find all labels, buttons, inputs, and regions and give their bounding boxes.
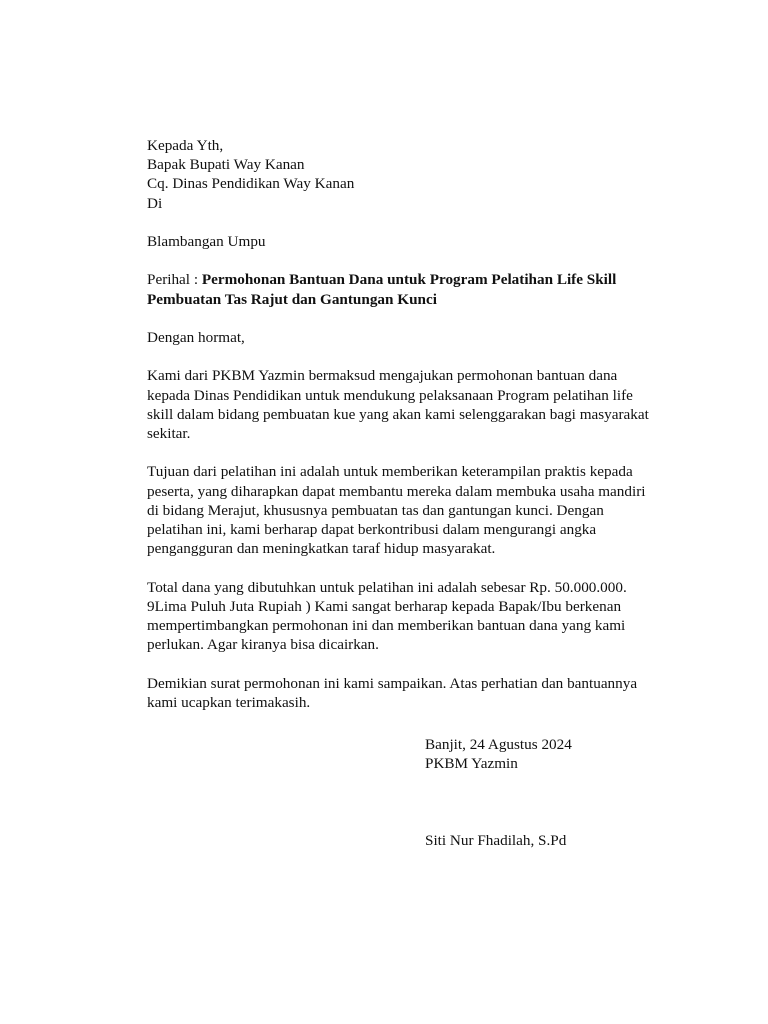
subject-label: Perihal : — [147, 271, 202, 289]
recipient-line-4: Di — [147, 194, 163, 212]
place-date: Banjit, 24 Agustus 2024 — [425, 736, 572, 753]
recipient-line-1: Kepada Yth, — [147, 137, 224, 154]
paragraph-line: kami ucapkan terimakasih. — [147, 693, 311, 711]
paragraph-line: pelatihan ini, kami berharap dapat berkontribusi dalam mengurangi angka — [147, 520, 597, 538]
subject-title-part-1: Permohonan Bantuan Dana untuk Program Pelatihan Life Skill — [201, 271, 617, 289]
spacer — [147, 654, 672, 673]
signature-block — [425, 831, 725, 850]
subject-block — [147, 270, 672, 308]
recipient-block — [147, 136, 672, 251]
paragraph-1 — [147, 366, 672, 443]
paragraph-line: kepada Dinas Pendidikan untuk mendukung pelaksanaan Program pelatihan life — [147, 386, 633, 404]
sender-organization: PKBM Yazmin — [425, 755, 518, 773]
recipient-location: Blambangan Umpu — [147, 233, 266, 250]
letter-body — [147, 136, 672, 712]
subject-line-1 — [147, 270, 672, 289]
spacer — [147, 558, 672, 577]
paragraph-2 — [147, 462, 672, 558]
paragraph-line: mempertimbangkan permohonan ini dan memberikan bantuan dana yang kami — [147, 616, 626, 634]
spacer — [147, 213, 672, 232]
paragraph-line: peserta, yang diharapkan dapat membantu mereka dalam membuka usaha mandiri — [147, 482, 646, 500]
paragraph-line: Demikian surat permohonan ini kami sampaikan. Atas perhatian dan bantuannya — [147, 674, 638, 692]
paragraph-line: Total dana yang dibutuhkan untuk pelatihan ini adalah sebesar Rp. 50.000.000. — [147, 578, 627, 596]
greeting: Dengan hormat, — [147, 328, 245, 346]
signer-name: Siti Nur Fhadilah, S.Pd — [425, 832, 567, 849]
recipient-line-3: Cq. Dinas Pendidikan Way Kanan — [147, 175, 355, 193]
paragraph-line: Tujuan dari pelatihan ini adalah untuk memberikan keterampilan praktis kepada — [147, 463, 633, 481]
paragraph-line: di bidang Merajut, khususnya pembuatan tas dan gantungan kunci. Dengan — [147, 501, 604, 519]
paragraph-line: sekitar. — [147, 424, 191, 442]
spacer — [147, 347, 672, 366]
paragraph-line: pengangguran dan meningkatkan taraf hidup masyarakat. — [147, 540, 496, 558]
subject-title-part-2: Pembuatan Tas Rajut dan Gantungan Kunci — [147, 290, 437, 308]
closing-block — [425, 735, 725, 773]
paragraph-line: perlukan. Agar kiranya bisa dicairkan. — [147, 636, 379, 654]
paragraph-line: skill dalam bidang pembuatan kue yang akan kami selenggarakan bagi masyarakat — [147, 405, 649, 423]
spacer — [147, 309, 672, 328]
spacer — [147, 251, 672, 270]
paragraph-line: Kami dari PKBM Yazmin bermaksud mengajukan permohonan bantuan dana — [147, 367, 618, 385]
spacer — [147, 443, 672, 462]
paragraph-3 — [147, 578, 672, 655]
recipient-line-2: Bapak Bupati Way Kanan — [147, 156, 305, 174]
paragraph-4 — [147, 674, 672, 712]
paragraph-line: 9Lima Puluh Juta Rupiah ) Kami sangat berharap kepada Bapak/Ibu berkenan — [147, 597, 622, 615]
